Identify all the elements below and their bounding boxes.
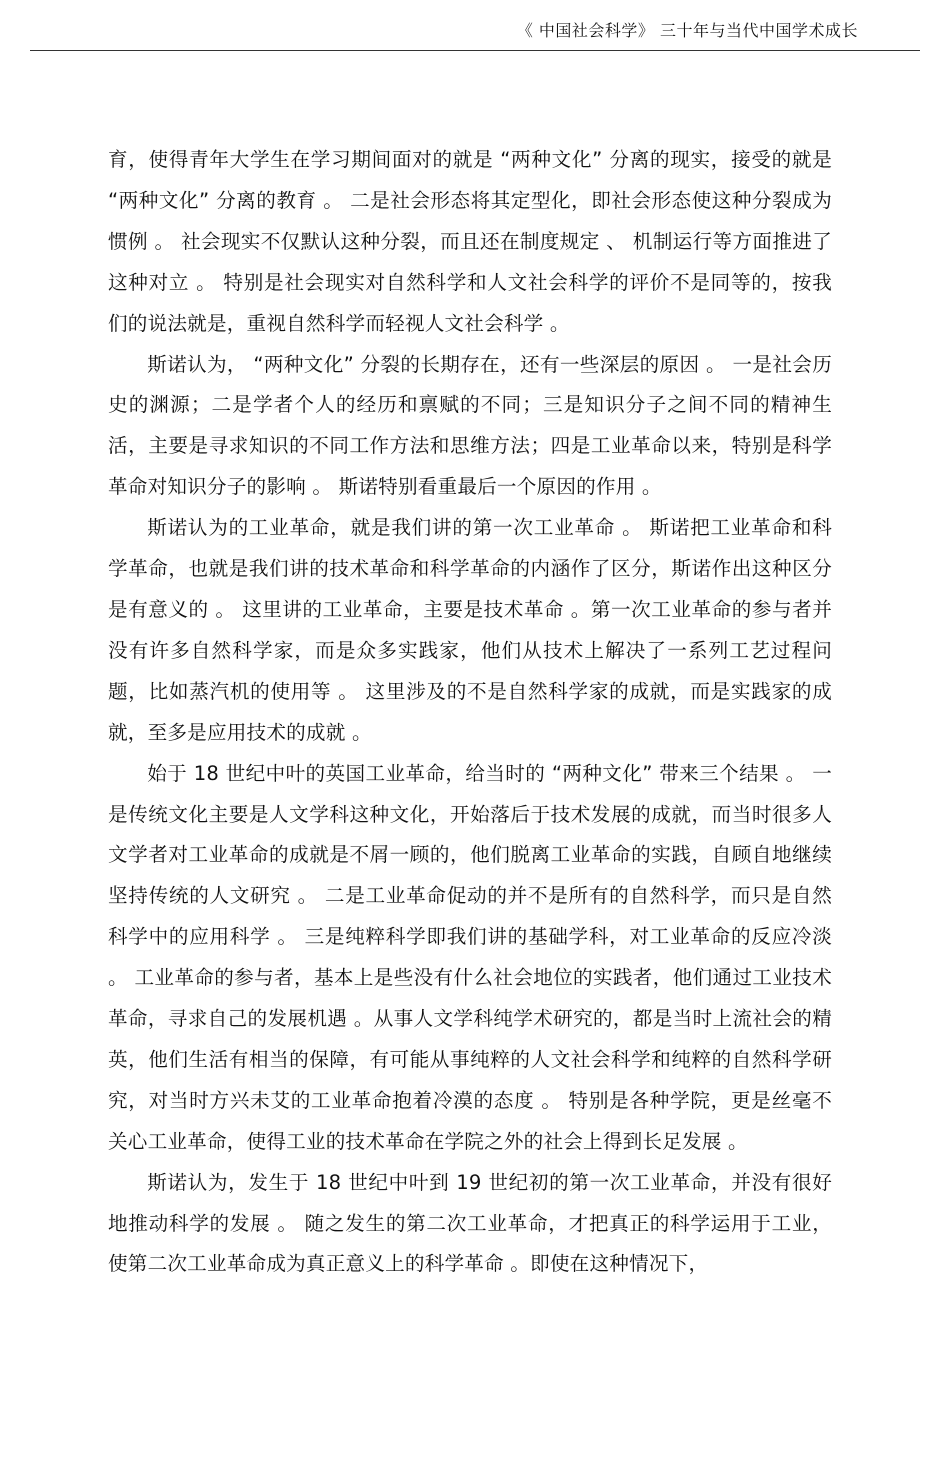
running-header-title: 《 中国社会科学》 三十年与当代中国学术成长	[516, 21, 858, 40]
page-header	[30, 18, 920, 51]
paragraph-second-revolution: 斯诺认为，发生于 18 世纪中叶到 19 世纪初的第一次工业革命，并没有很好地推动科学的发展 。 随之发生的第二次工业革命，才把真正的科学运用于工业，使第二次工业革命成为真正意义上的科学革命 。即使在这种情况下，	[108, 1170, 832, 1276]
paragraph-industrial-revolution: 斯诺认为的工业革命，就是我们讲的第一次工业革命 。 斯诺把工业革命和科学革命，也就是我们讲的技术革命和科学革命的内涵作了区分，斯诺作出这种区分是有意义的 。 这里讲的工业革命，主要是技术革命 。第一次工业革命的参与者并没有许多自然科学家，而是众多实践家，他们从技术上解决了一系列工艺过程问题，比如蒸汽机的使用等 。 这里涉及的不是自然科学家的成就，而是实践家的成就，至多是应用技术的成就 。	[108, 516, 832, 744]
paragraph-continued: 育，使得青年大学生在学习期间面对的就是 “两种文化” 分离的现实，接受的就是 “两种文化” 分离的教育 。 二是社会形态将其定型化，即社会形态使这种分裂成为惯例 。 社会现实不仅默认这种分裂，而且还在制度规定 、 机制运行等方面推进了这种对立 。 特别是社会现实对自然科学和人文社会科学的评价不是同等的，按我们的说法就是，重视自然科学而轻视人文社会科学 。	[108, 148, 832, 335]
paragraph-deep-causes: 斯诺认为， “两种文化” 分裂的长期存在，还有一些深层的原因 。 一是社会历史的渊源；二是学者个人的经历和禀赋的不同；三是知识分子之间不同的精神生活，主要是寻求知识的不同工作方法和思维方法；四是工业革命以来，特别是科学革命对知识分子的影响 。 斯诺特别看重最后一个原因的作用 。	[108, 352, 832, 499]
paragraph-three-results: 始于 18 世纪中叶的英国工业革命，给当时的 “两种文化” 带来三个结果 。 一是传统文化主要是人文学科这种文化，开始落后于技术发展的成就，而当时很多人文学者对工业革命的成就是不屑一顾的，他们脱离工业革命的实践，自顾自地继续坚持传统的人文研究 。 二是工业革命促动的并不是所有的自然科学，而只是自然科学中的应用科学 。 三是纯粹科学即我们讲的基础学科，对工业革命的反应冷淡 。 工业革命的参与者，基本上是些没有什么社会地位的实践者，他们通过工业技术革命，寻求自己的发展机遇 。从事人文学科纯学术研究的，都是当时上流社会的精英，他们生活有相当的保障，有可能从事纯粹的人文社会科学和纯粹的自然科学研究，对当时方兴未艾的工业革命抱着冷漠的态度 。 特别是各种学院，更是丝毫不关心工业革命，使得工业的技术革命在学院之外的社会上得到长足发展 。	[108, 761, 832, 1153]
article-body	[108, 140, 832, 1285]
